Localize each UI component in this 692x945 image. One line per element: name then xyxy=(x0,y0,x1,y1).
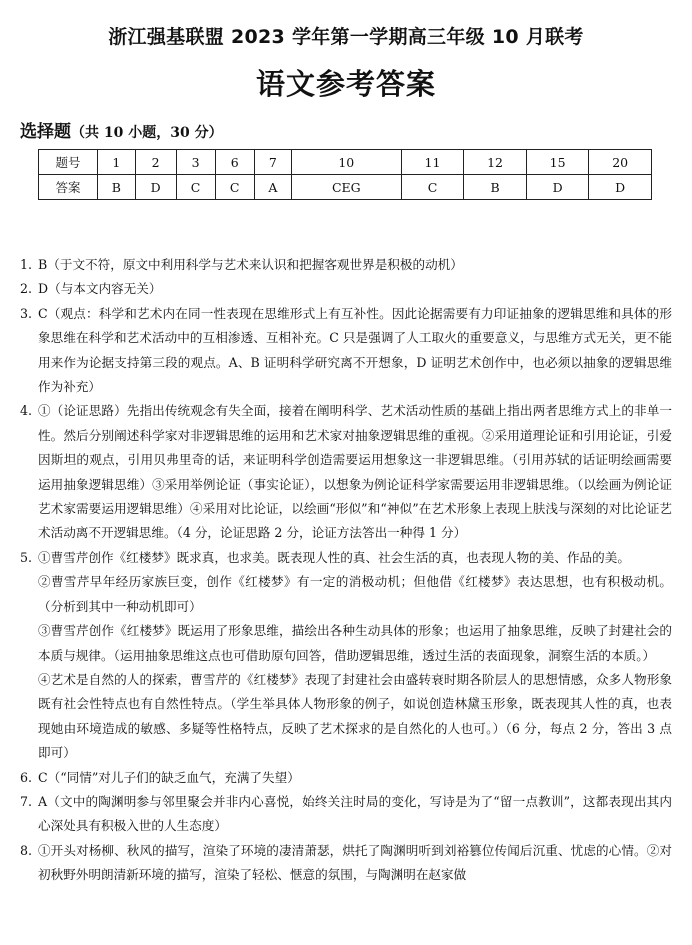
item-number: 2. xyxy=(20,281,33,297)
question-number-cell: 3 xyxy=(176,150,215,175)
item-number: 6. xyxy=(20,769,33,785)
answer-item xyxy=(20,839,672,888)
item-text: ③曹雪芹创作《红楼梦》既运用了形象思维，描绘出各种生动具体的形象；也运用了抽象思维，反映了封建社会的本质与规律。（运用抽象思维这点也可借助原句回答，借助逻辑思维，透过生活的表面现象，洞察生活的本质。） xyxy=(38,623,672,663)
item-number: 1. xyxy=(20,257,33,272)
question-number-cell: 6 xyxy=(215,150,254,175)
answer-table xyxy=(38,149,652,200)
answer-cell: D xyxy=(526,175,589,200)
question-number-cell: 1 xyxy=(98,150,136,175)
section-note: （共 10 小题，30 分） xyxy=(71,125,223,141)
question-number-cell: 12 xyxy=(464,150,527,175)
section-title: 选择题 xyxy=(20,122,71,142)
question-number-row xyxy=(39,150,652,175)
answer-cell: C xyxy=(215,175,254,200)
answer-cell: A xyxy=(254,175,291,200)
answer-cell: C xyxy=(176,175,215,200)
answer-item xyxy=(20,253,672,277)
answer-row xyxy=(39,175,652,200)
answer-item xyxy=(20,546,672,766)
item-text: B（于文不符，原文中利用科学与艺术来认识和把握客观世界是积极的动机） xyxy=(38,257,463,272)
answer-cell: D xyxy=(135,175,176,200)
question-number-cell: 7 xyxy=(254,150,291,175)
answer-cell: B xyxy=(98,175,136,200)
item-text: C（观点：科学和艺术内在同一性表现在思维形式上有互补性。因此论据需要有力印证抽象的逻辑思维和具体的形象思维在科学和艺术活动中的互相渗透、互相补充。C 只是强调了人工取火的重要意义，与思维方式无关，更不能用来作为论据支持第三段的观点。A、B 证明科学研究离不开想象，D 证明艺术创作中，也必须以抽象的逻辑思维作为补充） xyxy=(38,305,672,395)
question-number-cell: 20 xyxy=(589,150,652,175)
answer-cell: CEG xyxy=(291,175,401,200)
item-text: A（文中的陶渊明参与邻里聚会并非内心喜悦，始终关注时局的变化，写诗是为了“留一点教训”，这都表现出其内心深处具有积极入世的人生态度） xyxy=(38,793,672,834)
page-title: 语文参考答案 xyxy=(255,67,436,101)
item-number: 7. xyxy=(20,793,33,809)
question-number-cell: 15 xyxy=(526,150,589,175)
answer-explanations xyxy=(20,253,672,888)
item-number: 4. xyxy=(20,403,33,419)
exam-title: 浙江强基联盟 2023 学年第一学期高三年级 10 月联考 xyxy=(108,26,584,48)
item-number: 8. xyxy=(20,842,33,858)
item-text: ①开头对杨柳、秋风的描写，渲染了环境的凄清萧瑟，烘托了陶渊明听到刘裕篡位传闻后沉重、忧虑的心情。②对初秋野外明朗清新环境的描写，渲染了轻松、惬意的氛围，与陶渊明在赵家做 xyxy=(38,842,672,883)
item-text: ②曹雪芹早年经历家族巨变，创作《红楼梦》有一定的消极动机；但他借《红楼梦》表达思想，也有积极动机。（分析到其中一种动机即可） xyxy=(38,574,672,614)
row-header-number: 题号 xyxy=(39,150,98,175)
row-header-answer: 答案 xyxy=(39,175,98,200)
answer-item xyxy=(20,790,672,839)
item-text: C（“同情”对儿子们的缺乏血气，充满了失望） xyxy=(38,769,300,785)
item-text: ④艺术是自然的人的探索，曹雪芹的《红楼梦》表现了封建社会由盛转衰时期各阶层人的思想情感，众多人物形象既有社会性特点也有自然性特点。（学生举具体人物形象的例子，如说创造林黛玉形象，既表现其人性的真，也表现她由环境造成的敏感、多疑等性格特点，反映了艺术探求的是自然化的人也可。）（6 分，每点 2 分，答出 3 点即可） xyxy=(38,671,672,761)
item-number: 5. xyxy=(20,549,33,565)
answer-item xyxy=(20,766,672,790)
answer-item xyxy=(20,302,672,400)
item-text: D（与本文内容无关） xyxy=(38,281,162,297)
answer-item xyxy=(20,399,672,545)
answer-cell: B xyxy=(464,175,527,200)
answer-cell: D xyxy=(589,175,652,200)
item-number: 3. xyxy=(20,305,33,321)
answer-cell: C xyxy=(401,175,464,200)
section-heading xyxy=(20,117,223,142)
item-text: ①（论证思路）先指出传统观念有失全面，接着在阐明科学、艺术活动性质的基础上指出两者思维方式上的非单一性。然后分别阐述科学家对非逻辑思维的运用和艺术家对抽象逻辑思维的重视。②采用道理论证和引用论证，引爱因斯坦的观点，引用贝弗里奇的话，来证明科学创造需要运用想象这一非逻辑思维。（引用苏轼的话证明绘画需要运用抽象逻辑思维）③采用举例论证（事实论证），以想象为例论证科学家需要运用非逻辑思维。（以绘画为例论证艺术家需要运用逻辑思维）④采用对比论证，以绘画“形似”和“神似”在艺术形象上表现上肤浅与深刻的对比论证艺术活动离不开逻辑思维。（4 分，论证思路 2 分，论证方法答出一种得 1 分） xyxy=(38,403,672,541)
question-number-cell: 10 xyxy=(291,150,401,175)
question-number-cell: 2 xyxy=(135,150,176,175)
item-text: ①曹雪芹创作《红楼梦》既求真，也求美。既表现人性的真、社会生活的真，也表现人物的美、作品的美。 xyxy=(38,549,630,565)
answer-item xyxy=(20,277,672,301)
question-number-cell: 11 xyxy=(401,150,464,175)
